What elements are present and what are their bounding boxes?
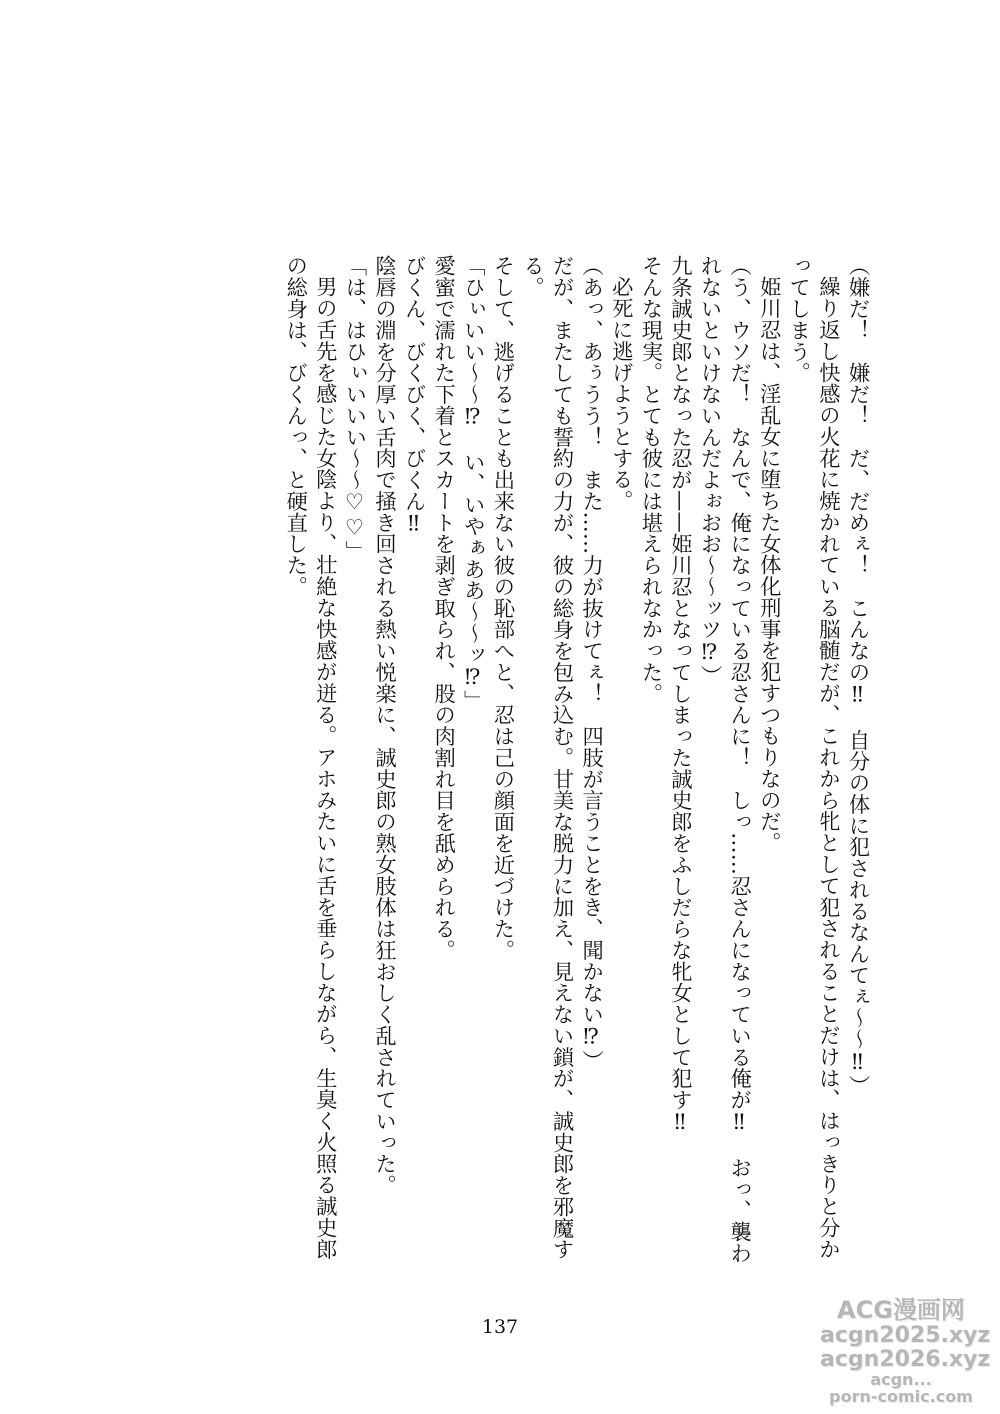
paragraph: 繰り返し快感の火花に焼かれている脳髄だが、これから牝として犯されることだけは、はっきりと分かってしまう。 xyxy=(785,255,841,1260)
paragraph: びくん、びくびく、びくん‼ xyxy=(401,255,427,537)
watermark-line: acgn2026.xyz xyxy=(820,1347,991,1372)
paragraph: 男の舌先を感じた女陰より、壮絶な快感が迸る。アホみたいに舌を垂らしながら、生臭く火照る誠史郎の総身は、びくんっ、と硬直した。 xyxy=(282,255,338,1260)
paragraph: 必死に逃げようとする。 xyxy=(608,276,634,512)
paragraph: （う、ウソだ！ なんで、俺になっている忍さんに！ しっ……忍さんになっている俺が‼ おっ、襲われないといけないんだよぉおお〜〜ッツ⁉） xyxy=(697,255,752,1264)
paragraph: そんな現実。とても彼には堪えられなかった。 xyxy=(637,255,663,704)
paragraph: 「は、はひぃいいい〜〜♡♡」 xyxy=(341,255,367,562)
watermark-line: acgn... xyxy=(870,1370,932,1389)
paragraph: （嫌だ！ 嫌だ！ だ、だめぇ！ こんなの‼ 自分の体に犯されるなんてぇ〜〜‼） xyxy=(845,255,870,1097)
page-number: 137 xyxy=(481,1316,519,1338)
paragraph: （あっ、あぅうう！ また……力が抜けてぇ！ 四肢が言うことをき、聞かない⁉） xyxy=(578,255,604,1072)
paragraph: そして、逃げることも出来ない彼の恥部へと、忍は己の顔面を近づけた。 xyxy=(489,255,515,961)
watermark-line: acgn2025.xyz xyxy=(820,1323,991,1348)
site-watermark xyxy=(820,1296,991,1406)
watermark-line: porn-comic.com xyxy=(829,1387,973,1406)
watermark-line: ACG漫画网 xyxy=(837,1296,965,1324)
paragraph: 姫川忍は、淫乱女に堕ちた女体化刑事を犯すつもりなのだ。 xyxy=(756,276,782,854)
paragraph: 九条誠史郎となった忍が——姫川忍となってしまった誠史郎をふしだらな牝女として犯す‼ xyxy=(667,255,693,1136)
paragraph: 「ひぃいい〜〜⁉ い、いやぁああ〜〜ッ⁉」 xyxy=(460,255,486,712)
paragraph: だが、またしても誓約の力が、彼の総身を包み込む。甘美な脱力に加え、見えない鎖が、誠史郎を邪魔する。 xyxy=(519,255,575,1260)
paragraph: 愛蜜で濡れた下着とスカートを剥ぎ取られ、股の肉割れ目を舐められる。 xyxy=(430,255,456,961)
paragraph: 陰唇の淵を分厚い舌肉で掻き回される熱い悦楽に、誠史郎の熟女肢体は狂おしく乱されていった。 xyxy=(371,255,397,1196)
vertical-text-body xyxy=(112,255,872,1265)
